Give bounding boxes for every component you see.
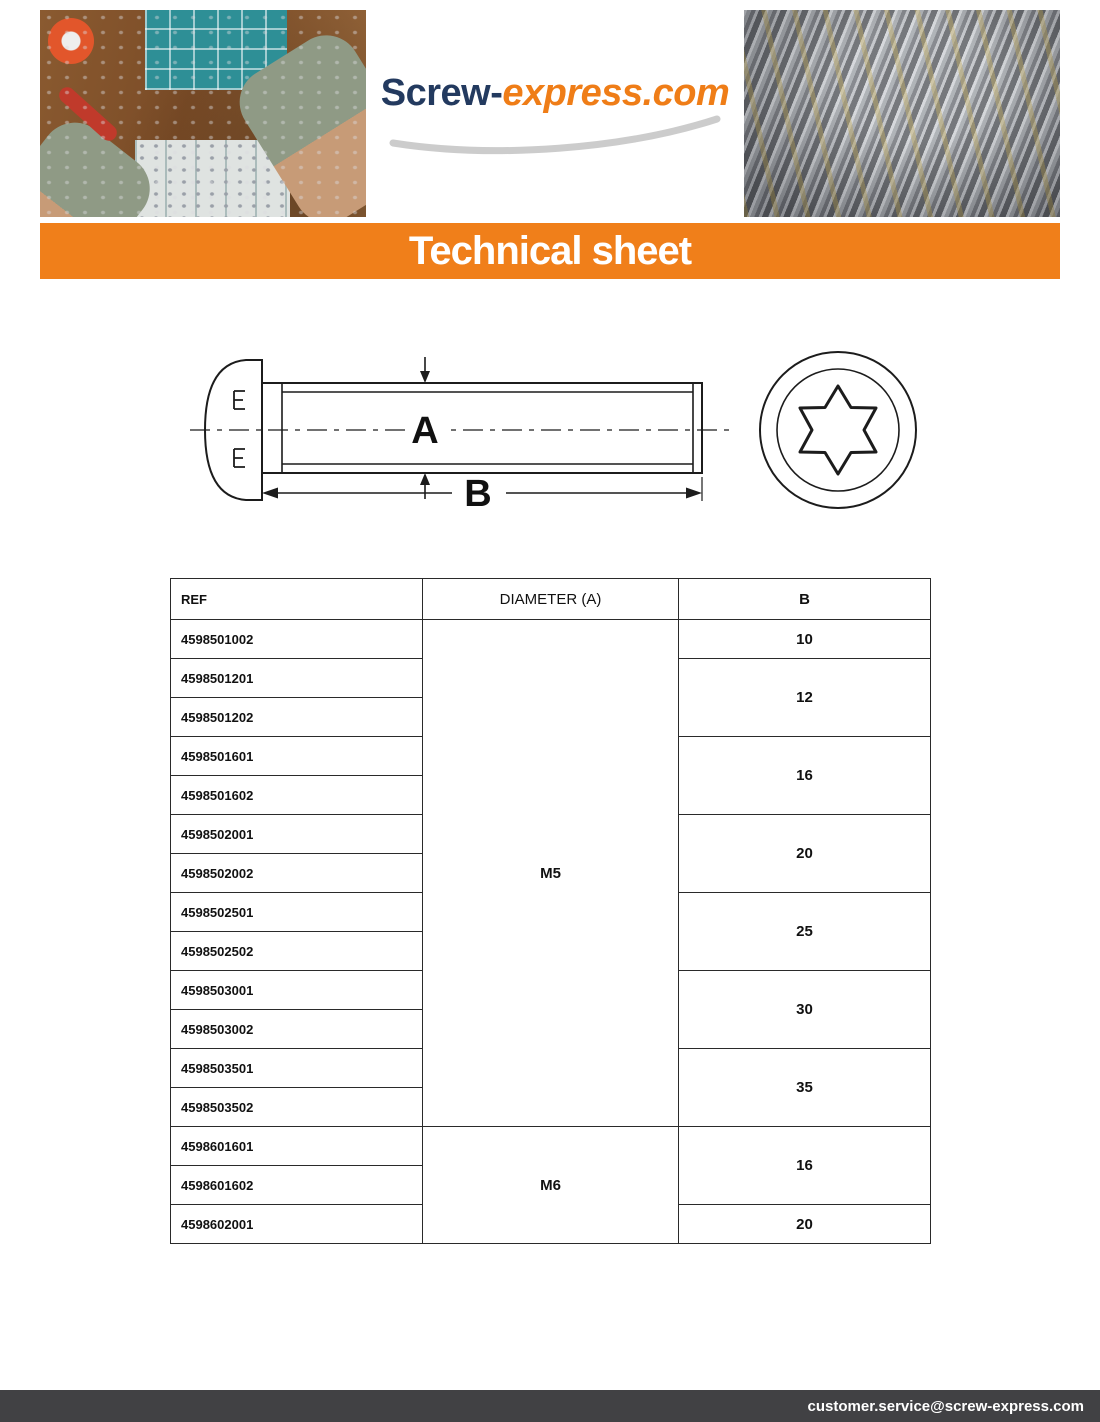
ref-cell: 4598502002 <box>171 854 423 893</box>
workbench-photo <box>40 10 366 217</box>
b-cell: 20 <box>679 815 931 893</box>
ref-cell: 4598501002 <box>171 620 423 659</box>
col-header-b: B <box>679 579 931 620</box>
dimension-b <box>262 473 702 515</box>
col-header-ref: REF <box>171 579 423 620</box>
ref-cell: 4598503501 <box>171 1049 423 1088</box>
screw-shaft <box>262 383 702 473</box>
spec-table <box>170 578 931 1244</box>
page-title: Technical sheet <box>408 228 692 273</box>
b-cell: 30 <box>679 971 931 1049</box>
b-cell: 20 <box>679 1205 931 1244</box>
b-cell: 35 <box>679 1049 931 1127</box>
ref-cell: 4598501602 <box>171 776 423 815</box>
dimension-b-label: B <box>464 473 492 515</box>
ref-cell: 4598601601 <box>171 1127 423 1166</box>
b-cell: 25 <box>679 893 931 971</box>
logo-text-express: express.com <box>502 72 730 114</box>
ref-cell: 4598503001 <box>171 971 423 1010</box>
table-row <box>171 1127 931 1166</box>
banner <box>40 223 1060 279</box>
photo-art-screw-dots <box>40 10 366 217</box>
logo-text <box>381 72 730 115</box>
diameter-cell: M6 <box>423 1127 679 1244</box>
torx-socket-icon <box>800 386 876 474</box>
screws-photo <box>744 10 1060 217</box>
technical-drawing <box>150 335 950 545</box>
logo <box>366 10 744 217</box>
footer-email: customer.service@screw-express.com <box>807 1397 1084 1415</box>
ref-cell: 4598601602 <box>171 1166 423 1205</box>
screw-front-view-drawing <box>760 352 916 508</box>
ref-cell: 4598602001 <box>171 1205 423 1244</box>
ref-cell: 4598502502 <box>171 932 423 971</box>
diameter-cell: M5 <box>423 620 679 1127</box>
ref-cell: 4598502001 <box>171 815 423 854</box>
b-cell: 16 <box>679 737 931 815</box>
table-header-row <box>171 579 931 620</box>
b-cell: 10 <box>679 620 931 659</box>
ref-cell: 4598501601 <box>171 737 423 776</box>
logo-text-screw: Screw- <box>380 72 503 114</box>
ref-cell: 4598503002 <box>171 1010 423 1049</box>
screw-side-view-drawing <box>190 357 730 515</box>
footer-bar <box>0 1390 1100 1422</box>
ref-cell: 4598501201 <box>171 659 423 698</box>
dimension-a-label: A <box>411 410 439 452</box>
table-row <box>171 620 931 659</box>
ref-cell: 4598503502 <box>171 1088 423 1127</box>
ref-cell: 4598502501 <box>171 893 423 932</box>
dimension-a <box>406 357 444 499</box>
col-header-diameter: DIAMETER (A) <box>423 579 679 620</box>
ref-cell: 4598501202 <box>171 698 423 737</box>
logo-swoosh-icon <box>385 113 725 155</box>
b-cell: 16 <box>679 1127 931 1205</box>
b-cell: 12 <box>679 659 931 737</box>
